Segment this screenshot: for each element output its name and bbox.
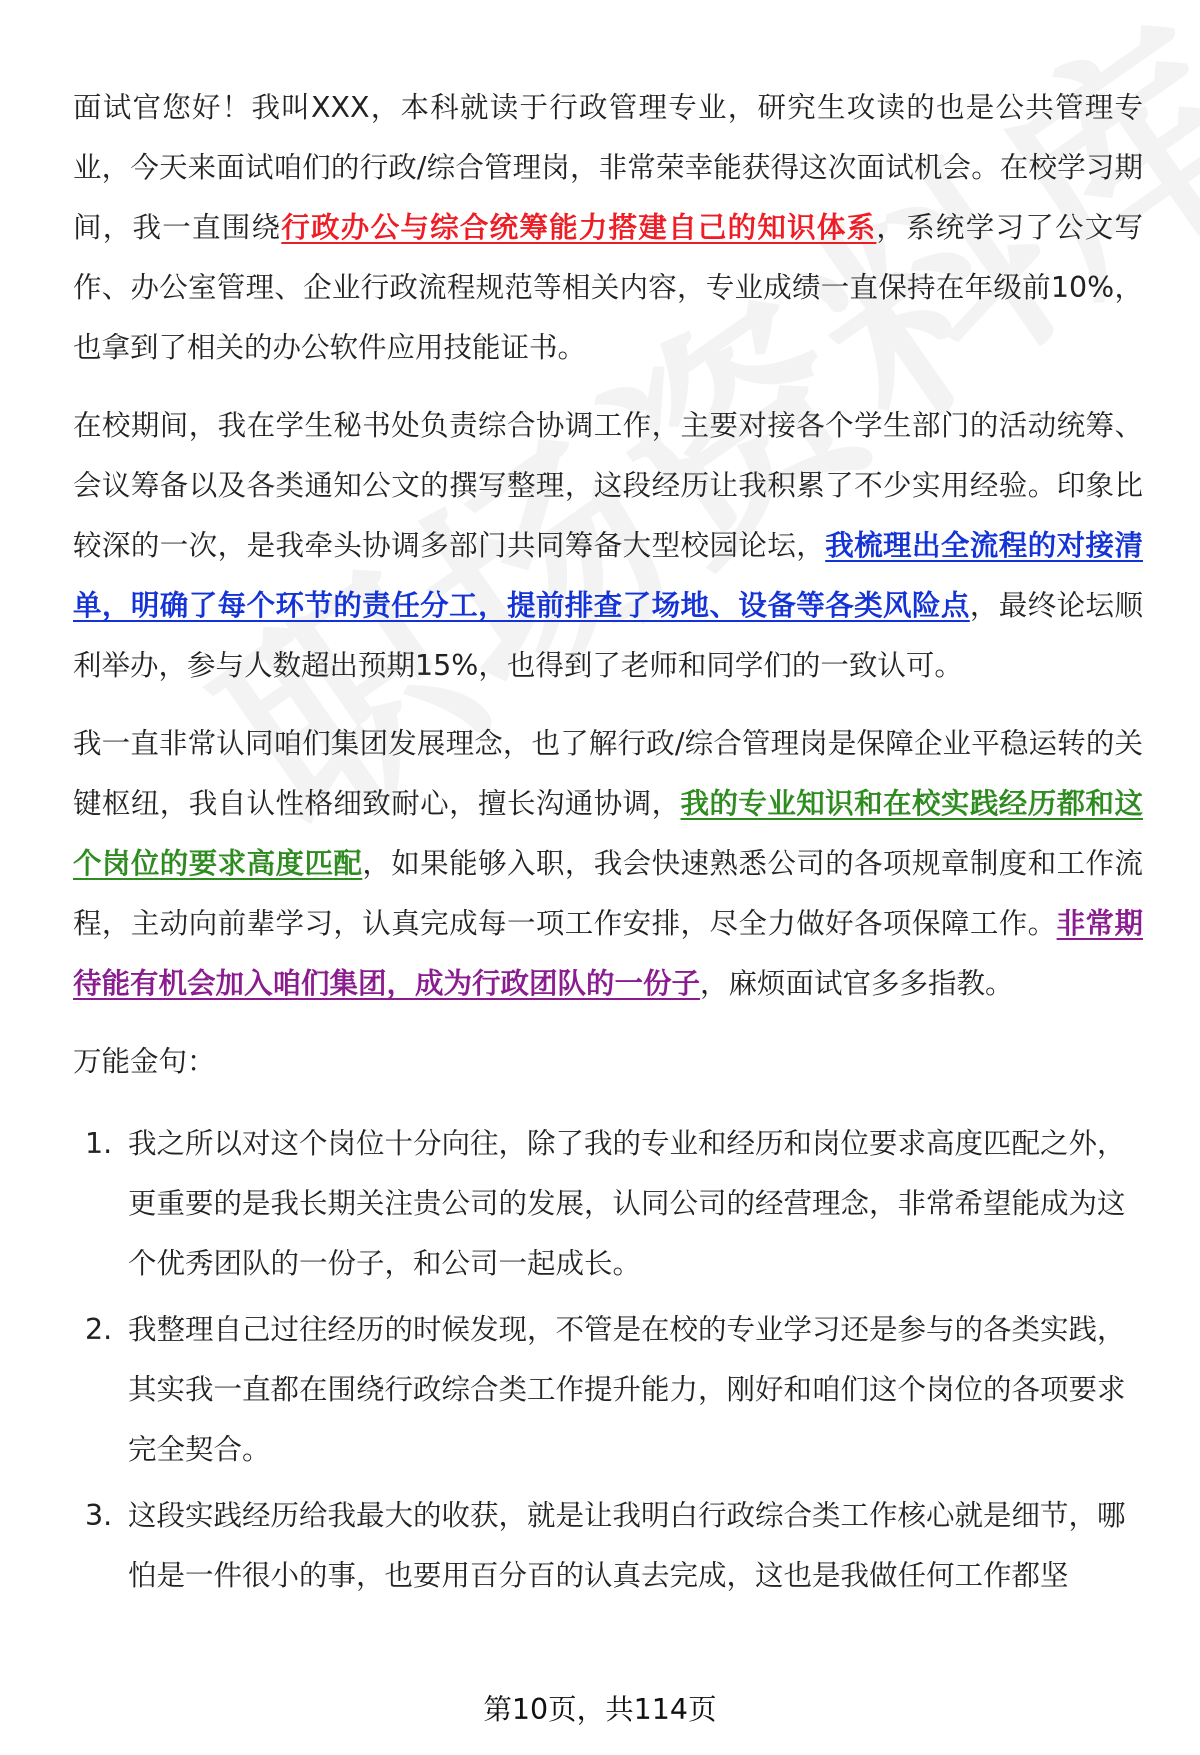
page-number-footer: 第10页，共114页 [483,1693,717,1726]
list-item-number: 1. [85,1127,113,1160]
list-item-number: 2. [85,1313,113,1346]
intro-highlight-red: 行政办公与综合统筹能力搭建自己的知识体系 [281,211,877,244]
paragraph-intro [73,78,1143,378]
paragraph-experience [73,396,1143,696]
document-body [73,78,1143,1612]
motivation-text-1: 我一直非常认同咱们集团发展理念，也了解行政/综合管理岗是保障企业平稳运转的关键枢纽，我自认性格细致耐心，擅长沟通协调， [73,727,1143,820]
list-item [73,1300,1143,1480]
motivation-text-2: ，如果能够入职，我会快速熟悉公司的各项规章制度和工作流程，主动向前辈学习，认真完成每一项工作安排，尽全力做好各项保障工作。 [73,847,1143,940]
list-item-text: 我整理自己过往经历的时候发现，不管是在校的专业学习还是参与的各类实践，其实我一直都在围绕行政综合类工作提升能力，刚好和咱们这个岗位的各项要求完全契合。 [128,1313,1126,1466]
list-item-text: 这段实践经历给我最大的收获，就是让我明白行政综合类工作核心就是细节，哪怕是一件很小的事，也要用百分百的认真去完成，这也是我做任何工作都坚 [128,1499,1126,1592]
golden-sentences-list [73,1114,1143,1606]
experience-text-2: ，最终论坛顺利举办，参与人数超出预期15%，也得到了老师和同学们的一致认可。 [73,589,1143,682]
motivation-text-3: ，麻烦面试官多多指教。 [700,967,1014,1000]
experience-highlight-blue: 我梳理出全流程的对接清单，明确了每个环节的责任分工，提前排查了场地、设备等各类风险点 [73,529,1143,622]
experience-text-1: 在校期间，我在学生秘书处负责综合协调工作，主要对接各个学生部门的活动统筹、会议筹备以及各类通知公文的撰写整理，这段经历让我积累了不少实用经验。印象比较深的一次，是我牵头协调多部门共同筹备大型校园论坛， [73,409,1143,562]
list-item-text: 我之所以对这个岗位十分向往，除了我的专业和经历和岗位要求高度匹配之外，更重要的是我长期关注贵公司的发展，认同公司的经营理念，非常希望能成为这个优秀团队的一份子，和公司一起成长。 [128,1127,1126,1280]
list-item [73,1114,1143,1294]
list-item [73,1486,1143,1606]
intro-text-1: 面试官您好！我叫XXX，本科就读于行政管理专业，研究生攻读的也是公共管理专业，今天来面试咱们的行政/综合管理岗，非常荣幸能获得这次面试机会。在校学习期间，我一直围绕 [73,91,1143,244]
list-item-number: 3. [85,1499,113,1532]
motivation-highlight-green: 我的专业知识和在校实践经历都和这个岗位的要求高度匹配 [73,787,1143,880]
intro-text-2: ，系统学习了公文写作、办公室管理、企业行政流程规范等相关内容，专业成绩一直保持在年级前10%，也拿到了相关的办公软件应用技能证书。 [73,211,1143,364]
motivation-highlight-purple: 非常期待能有机会加入咱们集团，成为行政团队的一份子 [73,907,1143,1000]
golden-sentences-title: 万能金句： [73,1045,216,1078]
paragraph-motivation [73,714,1143,1014]
